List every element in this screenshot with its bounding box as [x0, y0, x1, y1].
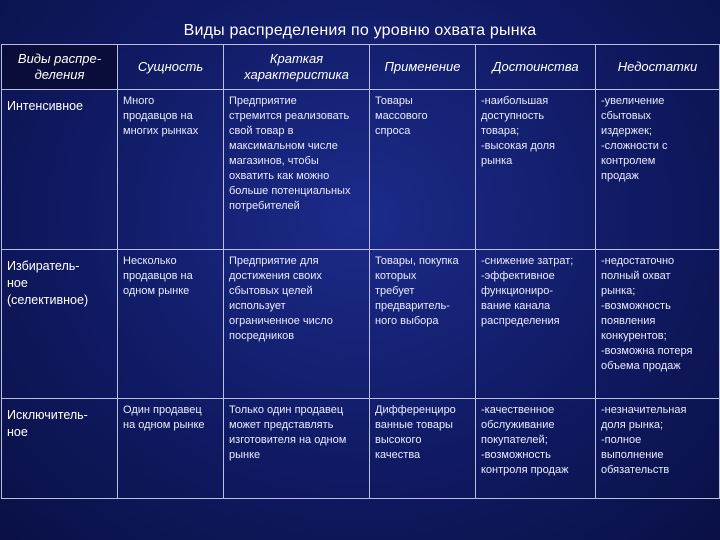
header-application-line1: Применение [384, 59, 461, 74]
row-disadvantages [596, 250, 720, 399]
header-row [2, 45, 720, 90]
cell-line: Предприятие для [229, 255, 319, 267]
row-name-line: Исключитель- [7, 408, 88, 422]
cell-line: изготовителя на одном [229, 434, 347, 446]
row-application [370, 90, 476, 250]
cell-line: -высокая доля [481, 140, 556, 152]
cell-line: сбытовых [601, 110, 651, 122]
cell-line: рынке [229, 449, 261, 461]
header-characteristic [224, 45, 370, 90]
cell-line: Предприятие [229, 95, 297, 107]
header-advantages-line1: Достоинства [492, 59, 579, 74]
cell-line: достижения своих [229, 270, 322, 282]
row-name-line: (селективное) [7, 293, 89, 307]
cell-line: ограниченное число [229, 315, 333, 327]
cell-line: предваритель- [375, 300, 450, 312]
cell-line: использует [229, 300, 286, 312]
cell-line: массового [375, 110, 428, 122]
cell-line: -возможность [601, 300, 671, 312]
cell-line: -наибольшая [481, 95, 549, 107]
cell-line: спроса [375, 125, 411, 137]
cell-line: рынка; [601, 285, 636, 297]
cell-line: больше потенциальных [229, 185, 351, 197]
cell-line: стремится реализовать [229, 110, 350, 122]
row-name [2, 90, 118, 250]
row-essence [118, 250, 224, 399]
row-essence [118, 399, 224, 499]
cell-line: высокого [375, 434, 422, 446]
cell-line: полный охват [601, 270, 671, 282]
cell-line: сбытовых целей [229, 285, 313, 297]
cell-line: контроля продаж [481, 464, 569, 476]
table-row [2, 90, 720, 250]
cell-line: охватить как можно [229, 170, 330, 182]
cell-line: Один продавец [123, 404, 202, 416]
cell-line: объема продаж [601, 360, 681, 372]
cell-line: -увеличение [601, 95, 665, 107]
header-types [2, 45, 118, 90]
cell-line: многих рынках [123, 125, 199, 137]
cell-line: продавцов на [123, 110, 193, 122]
cell-line: появления [601, 315, 656, 327]
row-name-line: Интенсивное [7, 99, 84, 113]
cell-line: качества [375, 449, 421, 461]
cell-line: которых [375, 270, 417, 282]
row-advantages [476, 90, 596, 250]
header-disadvantages-line1: Недостатки [617, 59, 698, 74]
cell-line: может представлять [229, 419, 334, 431]
cell-line: продаж [601, 170, 639, 182]
cell-line: покупателей; [481, 434, 548, 446]
cell-line: ванные товары [375, 419, 453, 431]
cell-line: -полное [601, 434, 642, 446]
header-characteristic-line1: Краткая [269, 51, 324, 66]
table-row [2, 399, 720, 499]
cell-line: магазинов, чтобы [229, 155, 319, 167]
cell-line: издержек; [601, 125, 652, 137]
cell-line: -качественное [481, 404, 555, 416]
cell-line: Товары [375, 95, 413, 107]
cell-line: -возможность [481, 449, 551, 461]
row-characteristic [224, 399, 370, 499]
slide-title: Виды распределения по уровню охвата рынка [183, 22, 537, 39]
cell-line: одном рынке [123, 285, 190, 297]
cell-line: свой товар в [229, 125, 294, 137]
row-name-line: Избиратель- [7, 259, 80, 273]
cell-line: конкурентов; [601, 330, 667, 342]
header-disadvantages [596, 45, 720, 90]
row-advantages [476, 399, 596, 499]
table-row [2, 250, 720, 399]
row-characteristic [224, 250, 370, 399]
header-advantages [476, 45, 596, 90]
cell-line: продавцов на [123, 270, 193, 282]
row-characteristic [224, 90, 370, 250]
cell-line: вание канала [481, 300, 551, 312]
cell-line: -сложности с [601, 140, 668, 152]
cell-line: -снижение затрат; [481, 255, 574, 267]
row-application [370, 250, 476, 399]
cell-line: ного выбора [375, 315, 439, 327]
cell-line: Товары, покупка [375, 255, 459, 267]
cell-line: требует [375, 285, 415, 297]
cell-line: обязательств [601, 464, 670, 476]
cell-line: обслуживание [481, 419, 555, 431]
cell-line: потребителей [229, 200, 300, 212]
cell-line: посредников [229, 330, 295, 342]
cell-line: -эффективное [481, 270, 555, 282]
cell-line: доступность [481, 110, 545, 122]
cell-line: Только один продавец [229, 404, 344, 416]
header-essence [118, 45, 224, 90]
row-disadvantages [596, 399, 720, 499]
row-name [2, 399, 118, 499]
cell-line: Много [123, 95, 155, 107]
row-disadvantages [596, 90, 720, 250]
cell-line: Несколько [123, 255, 177, 267]
cell-line: доля рынка; [601, 419, 664, 431]
header-application [370, 45, 476, 90]
row-name-line: ное [7, 425, 28, 439]
header-types-line2: деления [34, 67, 85, 82]
row-name [2, 250, 118, 399]
cell-line: Дифференциро [375, 404, 456, 416]
cell-line: функциониро- [481, 285, 553, 297]
cell-line: выполнение [601, 449, 664, 461]
distribution-table [1, 44, 720, 499]
cell-line: -незначительная [601, 404, 687, 416]
cell-line: товара; [481, 125, 520, 137]
row-essence [118, 90, 224, 250]
cell-line: контролем [601, 155, 656, 167]
cell-line: распределения [481, 315, 560, 327]
cell-line: на одном рынке [123, 419, 205, 431]
row-advantages [476, 250, 596, 399]
header-types-line1: Виды распре- [17, 51, 102, 66]
header-essence-line1: Сущность [137, 59, 204, 74]
row-name-line: ное [7, 276, 28, 290]
cell-line: максимальном числе [229, 140, 338, 152]
row-application [370, 399, 476, 499]
cell-line: -недостаточно [601, 255, 675, 267]
cell-line: рынка [481, 155, 513, 167]
header-characteristic-line2: характеристика [244, 67, 349, 82]
cell-line: -возможна потеря [601, 345, 693, 357]
